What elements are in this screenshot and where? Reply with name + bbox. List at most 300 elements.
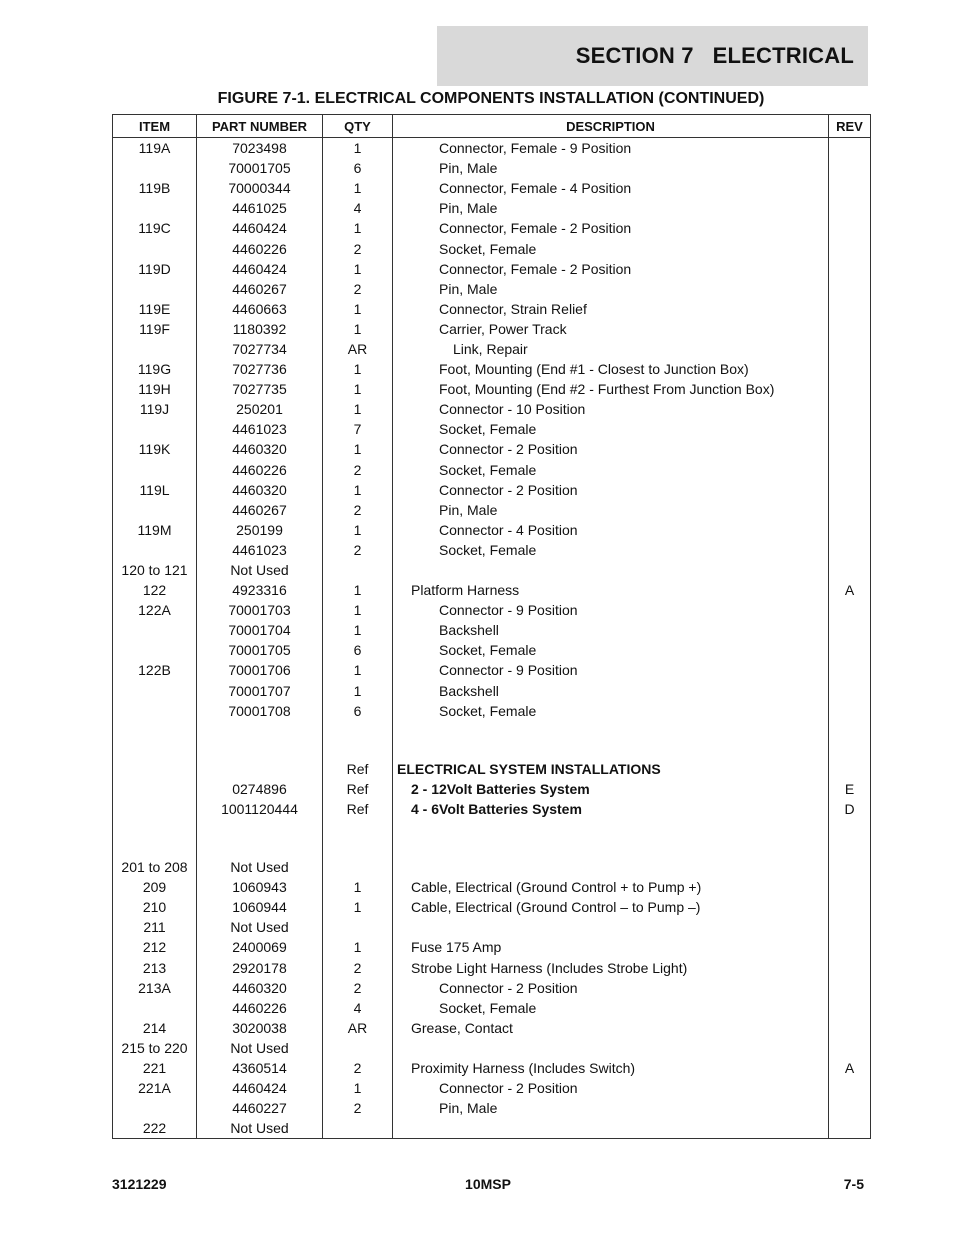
table-row: [113, 1098, 871, 1118]
part-number-cell: 1180392: [197, 319, 323, 339]
rev-cell: [829, 681, 871, 701]
description-cell: [393, 857, 829, 877]
item-cell: 221A: [113, 1078, 197, 1098]
rev-cell: A: [829, 580, 871, 600]
rev-cell: [829, 1118, 871, 1139]
table-row: [113, 359, 871, 379]
rev-cell: [829, 1078, 871, 1098]
item-cell: 221: [113, 1058, 197, 1078]
item-cell: 119A: [113, 138, 197, 159]
rev-cell: [829, 819, 871, 857]
qty-cell: 1: [323, 319, 393, 339]
item-cell: 119K: [113, 439, 197, 459]
item-cell: 210: [113, 897, 197, 917]
table-row: [113, 937, 871, 957]
rev-cell: D: [829, 799, 871, 819]
part-number-cell: [197, 759, 323, 779]
rev-cell: [829, 620, 871, 640]
description-cell: Connector, Strain Relief: [393, 299, 829, 319]
item-cell: [113, 238, 197, 258]
part-number-cell: 4460227: [197, 1098, 323, 1118]
table-row: [113, 1038, 871, 1058]
item-cell: [113, 819, 197, 857]
qty-cell: [323, 857, 393, 877]
part-number-cell: 1001120444: [197, 799, 323, 819]
part-number-cell: 0274896: [197, 779, 323, 799]
part-number-cell: 4460663: [197, 299, 323, 319]
table-row: [113, 998, 871, 1018]
table-row: [113, 620, 871, 640]
qty-cell: AR: [323, 339, 393, 359]
rev-cell: [829, 299, 871, 319]
part-number-cell: 4460424: [197, 259, 323, 279]
part-number-cell: Not Used: [197, 1038, 323, 1058]
qty-cell: 1: [323, 218, 393, 238]
rev-cell: [829, 917, 871, 937]
rev-cell: [829, 978, 871, 998]
table-row: [113, 379, 871, 399]
table-row: [113, 600, 871, 620]
table-row: [113, 681, 871, 701]
part-number-cell: 70001705: [197, 640, 323, 660]
qty-cell: 1: [323, 379, 393, 399]
description-cell: Socket, Female: [393, 998, 829, 1018]
part-number-cell: 1060943: [197, 877, 323, 897]
item-cell: 122: [113, 580, 197, 600]
description-cell: Pin, Male: [393, 500, 829, 520]
description-cell: Proximity Harness (Includes Switch): [393, 1058, 829, 1078]
qty-cell: 1: [323, 178, 393, 198]
qty-cell: 2: [323, 1058, 393, 1078]
rev-cell: [829, 1098, 871, 1118]
table-row: [113, 779, 871, 799]
part-number-cell: 70001705: [197, 158, 323, 178]
rev-cell: [829, 218, 871, 238]
item-cell: [113, 620, 197, 640]
description-cell: Socket, Female: [393, 640, 829, 660]
table-row: [113, 279, 871, 299]
table-row: [113, 640, 871, 660]
qty-cell: 2: [323, 1098, 393, 1118]
description-cell: ELECTRICAL SYSTEM INSTALLATIONS: [393, 759, 829, 779]
qty-cell: 1: [323, 480, 393, 500]
description-cell: Backshell: [393, 681, 829, 701]
item-cell: 119J: [113, 399, 197, 419]
rev-cell: [829, 877, 871, 897]
description-cell: Connector - 2 Position: [393, 480, 829, 500]
table-row: [113, 520, 871, 540]
part-number-cell: 4461025: [197, 198, 323, 218]
figure-title: FIGURE 7-1. ELECTRICAL COMPONENTS INSTALLATION (CONTINUED): [217, 90, 765, 107]
qty-cell: 2: [323, 540, 393, 560]
rev-cell: [829, 660, 871, 680]
rev-cell: [829, 1018, 871, 1038]
rev-cell: [829, 897, 871, 917]
footer-page-number: 7-5: [843, 1176, 864, 1192]
description-cell: Socket, Female: [393, 419, 829, 439]
table-row: [113, 259, 871, 279]
description-cell: Connector - 2 Position: [393, 1078, 829, 1098]
qty-cell: 1: [323, 299, 393, 319]
table-row: [113, 319, 871, 339]
rev-cell: [829, 701, 871, 721]
item-cell: 119M: [113, 520, 197, 540]
rev-cell: [829, 198, 871, 218]
item-cell: 119G: [113, 359, 197, 379]
rev-cell: [829, 178, 871, 198]
rev-cell: [829, 439, 871, 459]
table-row: [113, 978, 871, 998]
part-number-cell: Not Used: [197, 560, 323, 580]
table-row: [113, 1058, 871, 1078]
qty-cell: 1: [323, 937, 393, 957]
qty-cell: 1: [323, 660, 393, 680]
rev-cell: [829, 480, 871, 500]
part-number-cell: 4461023: [197, 540, 323, 560]
rev-cell: [829, 1038, 871, 1058]
part-number-cell: 70000344: [197, 178, 323, 198]
table-row: [113, 500, 871, 520]
qty-cell: [323, 1038, 393, 1058]
rev-cell: [829, 259, 871, 279]
rev-cell: [829, 721, 871, 759]
part-number-cell: 250201: [197, 399, 323, 419]
part-number-cell: 70001703: [197, 600, 323, 620]
item-cell: 215 to 220: [113, 1038, 197, 1058]
header-part-number: PART NUMBER: [197, 115, 323, 138]
item-cell: 211: [113, 917, 197, 937]
qty-cell: 2: [323, 460, 393, 480]
table-row: [113, 540, 871, 560]
item-cell: [113, 799, 197, 819]
item-cell: 122A: [113, 600, 197, 620]
table-row: [113, 877, 871, 897]
table-row: [113, 560, 871, 580]
part-number-cell: 4460226: [197, 998, 323, 1018]
table-row: [113, 1018, 871, 1038]
footer-manual-number: 3121229: [112, 1176, 167, 1192]
table-row: [113, 238, 871, 258]
qty-cell: 6: [323, 640, 393, 660]
item-cell: 119E: [113, 299, 197, 319]
item-cell: [113, 198, 197, 218]
part-number-cell: Not Used: [197, 1118, 323, 1139]
rev-cell: [829, 158, 871, 178]
table-row: [113, 1118, 871, 1139]
description-cell: 2 - 12Volt Batteries System: [393, 779, 829, 799]
item-cell: 201 to 208: [113, 857, 197, 877]
rev-cell: [829, 379, 871, 399]
rev-cell: [829, 520, 871, 540]
rev-cell: [829, 359, 871, 379]
table-row: [113, 660, 871, 680]
description-cell: Connector, Female - 4 Position: [393, 178, 829, 198]
item-cell: [113, 701, 197, 721]
qty-cell: [323, 560, 393, 580]
part-number-cell: 7027734: [197, 339, 323, 359]
item-cell: [113, 279, 197, 299]
table-row: [113, 957, 871, 977]
qty-cell: [323, 1118, 393, 1139]
item-cell: [113, 339, 197, 359]
description-cell: Socket, Female: [393, 238, 829, 258]
description-cell: Strobe Light Harness (Includes Strobe Light): [393, 957, 829, 977]
table-row: [113, 198, 871, 218]
item-cell: 119H: [113, 379, 197, 399]
part-number-cell: 4923316: [197, 580, 323, 600]
rev-cell: [829, 937, 871, 957]
qty-cell: 4: [323, 998, 393, 1018]
footer-model: 10MSP: [465, 1176, 511, 1192]
description-cell: [393, 1038, 829, 1058]
qty-cell: 7: [323, 419, 393, 439]
description-cell: [393, 819, 829, 857]
item-cell: 120 to 121: [113, 560, 197, 580]
qty-cell: 6: [323, 158, 393, 178]
description-cell: 4 - 6Volt Batteries System: [393, 799, 829, 819]
qty-cell: 1: [323, 359, 393, 379]
description-cell: Connector - 9 Position: [393, 660, 829, 680]
table-row: [113, 721, 871, 759]
description-cell: Connector - 2 Position: [393, 439, 829, 459]
page-footer: [112, 1176, 864, 1196]
description-cell: Link, Repair: [393, 339, 829, 359]
part-number-cell: 4460320: [197, 978, 323, 998]
description-cell: Connector - 10 Position: [393, 399, 829, 419]
part-number-cell: 250199: [197, 520, 323, 540]
description-cell: Connector, Female - 2 Position: [393, 218, 829, 238]
item-cell: 212: [113, 937, 197, 957]
header-description: DESCRIPTION: [393, 115, 829, 138]
rev-cell: E: [829, 779, 871, 799]
item-cell: [113, 998, 197, 1018]
table-row: [113, 158, 871, 178]
table-row: [113, 580, 871, 600]
rev-cell: [829, 857, 871, 877]
table-row: [113, 439, 871, 459]
table-row: [113, 178, 871, 198]
part-number-cell: 4461023: [197, 419, 323, 439]
description-cell: Connector - 2 Position: [393, 978, 829, 998]
rev-cell: [829, 238, 871, 258]
item-cell: 213: [113, 957, 197, 977]
part-number-cell: 7027736: [197, 359, 323, 379]
rev-cell: [829, 540, 871, 560]
table-header-row: [113, 115, 871, 138]
item-cell: [113, 500, 197, 520]
part-number-cell: 70001708: [197, 701, 323, 721]
description-cell: Socket, Female: [393, 540, 829, 560]
description-cell: Connector, Female - 2 Position: [393, 259, 829, 279]
description-cell: [393, 721, 829, 759]
item-cell: [113, 158, 197, 178]
rev-cell: [829, 319, 871, 339]
header-item: ITEM: [113, 115, 197, 138]
rev-cell: [829, 399, 871, 419]
item-cell: 119F: [113, 319, 197, 339]
item-cell: 213A: [113, 978, 197, 998]
description-cell: Connector, Female - 9 Position: [393, 138, 829, 159]
description-cell: Pin, Male: [393, 1098, 829, 1118]
description-cell: [393, 917, 829, 937]
description-cell: Foot, Mounting (End #2 - Furthest From Junction Box): [393, 379, 829, 399]
item-cell: 214: [113, 1018, 197, 1038]
part-number-cell: 4460320: [197, 480, 323, 500]
section-header: [437, 26, 868, 86]
rev-cell: [829, 460, 871, 480]
qty-cell: 1: [323, 138, 393, 159]
part-number-cell: 70001707: [197, 681, 323, 701]
qty-cell: Ref: [323, 779, 393, 799]
description-cell: Pin, Male: [393, 198, 829, 218]
section-title: SECTION 7 ELECTRICAL: [575, 43, 854, 68]
description-cell: Connector - 9 Position: [393, 600, 829, 620]
part-number-cell: 2920178: [197, 957, 323, 977]
header-rev: REV: [829, 115, 871, 138]
table-row: [113, 759, 871, 779]
description-cell: Platform Harness: [393, 580, 829, 600]
item-cell: 222: [113, 1118, 197, 1139]
description-cell: Socket, Female: [393, 701, 829, 721]
part-number-cell: [197, 819, 323, 857]
item-cell: [113, 1098, 197, 1118]
part-number-cell: 1060944: [197, 897, 323, 917]
table-row: [113, 917, 871, 937]
part-number-cell: 4460267: [197, 500, 323, 520]
item-cell: 209: [113, 877, 197, 897]
qty-cell: 1: [323, 1078, 393, 1098]
rev-cell: [829, 419, 871, 439]
item-cell: 119C: [113, 218, 197, 238]
qty-cell: 1: [323, 520, 393, 540]
item-cell: [113, 681, 197, 701]
table-row: [113, 218, 871, 238]
part-number-cell: 7023498: [197, 138, 323, 159]
description-cell: Connector - 4 Position: [393, 520, 829, 540]
part-number-cell: 4460226: [197, 460, 323, 480]
description-cell: Grease, Contact: [393, 1018, 829, 1038]
item-cell: [113, 419, 197, 439]
qty-cell: Ref: [323, 759, 393, 779]
rev-cell: A: [829, 1058, 871, 1078]
item-cell: [113, 460, 197, 480]
qty-cell: 1: [323, 399, 393, 419]
item-cell: [113, 759, 197, 779]
qty-cell: 1: [323, 600, 393, 620]
qty-cell: 2: [323, 500, 393, 520]
description-cell: Backshell: [393, 620, 829, 640]
qty-cell: 2: [323, 238, 393, 258]
part-number-cell: 4360514: [197, 1058, 323, 1078]
item-cell: [113, 779, 197, 799]
qty-cell: Ref: [323, 799, 393, 819]
qty-cell: 2: [323, 279, 393, 299]
table-row: [113, 419, 871, 439]
part-number-cell: 2400069: [197, 937, 323, 957]
item-cell: 122B: [113, 660, 197, 680]
part-number-cell: 70001704: [197, 620, 323, 640]
rev-cell: [829, 279, 871, 299]
rev-cell: [829, 998, 871, 1018]
table-row: [113, 897, 871, 917]
qty-cell: 6: [323, 701, 393, 721]
item-cell: [113, 640, 197, 660]
table-row: [113, 339, 871, 359]
qty-cell: 1: [323, 580, 393, 600]
description-cell: Foot, Mounting (End #1 - Closest to Junction Box): [393, 359, 829, 379]
description-cell: Socket, Female: [393, 460, 829, 480]
description-cell: Cable, Electrical (Ground Control – to Pump –): [393, 897, 829, 917]
description-cell: [393, 1118, 829, 1139]
rev-cell: [829, 957, 871, 977]
qty-cell: 1: [323, 620, 393, 640]
qty-cell: 1: [323, 897, 393, 917]
rev-cell: [829, 339, 871, 359]
table-row: [113, 460, 871, 480]
rev-cell: [829, 560, 871, 580]
item-cell: [113, 721, 197, 759]
part-number-cell: 3020038: [197, 1018, 323, 1038]
qty-cell: 1: [323, 877, 393, 897]
qty-cell: [323, 721, 393, 759]
item-cell: 119B: [113, 178, 197, 198]
part-number-cell: 70001706: [197, 660, 323, 680]
qty-cell: 1: [323, 439, 393, 459]
header-qty: QTY: [323, 115, 393, 138]
description-cell: Fuse 175 Amp: [393, 937, 829, 957]
table-row: [113, 399, 871, 419]
rev-cell: [829, 138, 871, 159]
item-cell: 119D: [113, 259, 197, 279]
description-cell: Pin, Male: [393, 279, 829, 299]
table-row: [113, 1078, 871, 1098]
item-cell: [113, 540, 197, 560]
qty-cell: 2: [323, 957, 393, 977]
qty-cell: 4: [323, 198, 393, 218]
table-row: [113, 299, 871, 319]
table-row: [113, 138, 871, 159]
qty-cell: [323, 917, 393, 937]
qty-cell: 1: [323, 681, 393, 701]
table-row: [113, 857, 871, 877]
parts-table: [112, 114, 871, 1139]
part-number-cell: Not Used: [197, 917, 323, 937]
rev-cell: [829, 500, 871, 520]
description-cell: Carrier, Power Track: [393, 319, 829, 339]
qty-cell: AR: [323, 1018, 393, 1038]
description-cell: Pin, Male: [393, 158, 829, 178]
part-number-cell: 4460320: [197, 439, 323, 459]
part-number-cell: 4460424: [197, 1078, 323, 1098]
part-number-cell: 4460226: [197, 238, 323, 258]
table-row: [113, 799, 871, 819]
part-number-cell: [197, 721, 323, 759]
part-number-cell: 4460267: [197, 279, 323, 299]
qty-cell: 1: [323, 259, 393, 279]
rev-cell: [829, 759, 871, 779]
part-number-cell: Not Used: [197, 857, 323, 877]
table-row: [113, 819, 871, 857]
qty-cell: [323, 819, 393, 857]
description-cell: Cable, Electrical (Ground Control + to Pump +): [393, 877, 829, 897]
table-row: [113, 480, 871, 500]
qty-cell: 2: [323, 978, 393, 998]
description-cell: [393, 560, 829, 580]
part-number-cell: 4460424: [197, 218, 323, 238]
rev-cell: [829, 600, 871, 620]
item-cell: 119L: [113, 480, 197, 500]
table-row: [113, 701, 871, 721]
